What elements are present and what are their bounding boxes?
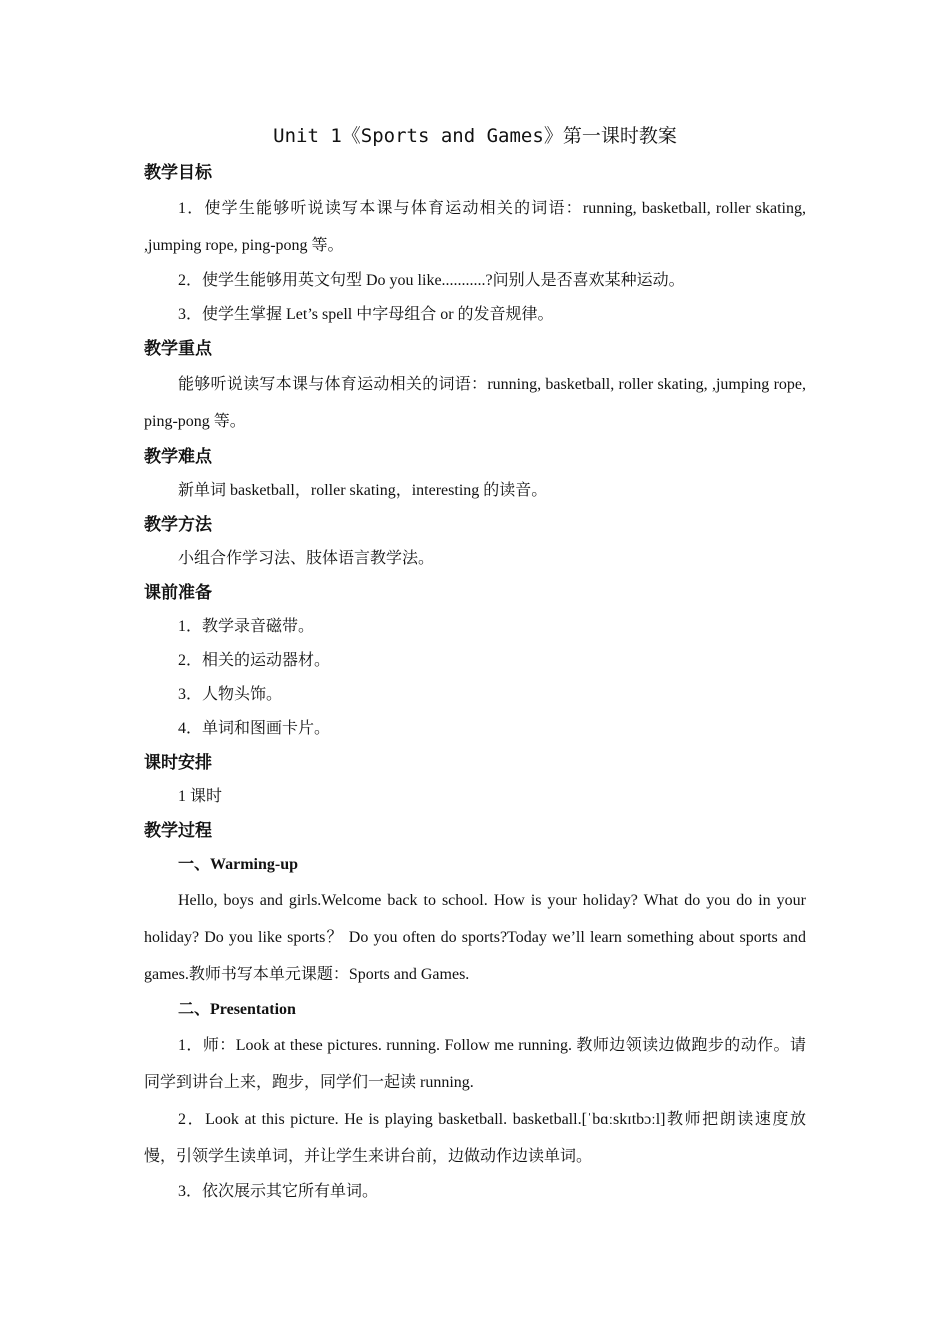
goal-item: 2．使学生能够用英文句型 Do you like...........?问别人是否喜欢某种运动。 (178, 272, 685, 289)
heading-difficulties: 教学难点 (144, 447, 212, 467)
key-points-text: 能够听说读写本课与体育运动相关的词语：running, basketball, roller skating, ,jumping rope, ping-pong 等。 (144, 376, 806, 430)
presentation-item: 1．师：Look at these pictures. running. Follow me running. 教师边领读边做跑步的动作。请同学到讲台上来，跑步，同学们一起读 running. (144, 1037, 806, 1091)
heading-schedule: 课时安排 (144, 753, 212, 773)
preparation-item: 1．教学录音磁带。 (178, 618, 315, 635)
presentation-item: 2．Look at this picture. He is playing basketball. basketball.[ˈbɑːskɪtbɔːl]教师把朗读速度放慢，引领学生读单词，并让学生来讲台前，边做动作边读单词。 (144, 1111, 806, 1165)
goal-item: 3．使学生掌握 Let’s spell 中字母组合 or 的发音规律。 (178, 306, 554, 323)
heading-process: 教学过程 (144, 821, 212, 841)
difficulties-text: 新单词 basketball，roller skating，interesting 的读音。 (178, 482, 548, 499)
warmup-text: Hello, boys and girls.Welcome back to school. How is your holiday? What do you do in your holiday? Do you like sports？ Do you often do sports?Today we’ll learn something about sports and games.教师书写本单元课题：Sports and Games. (144, 892, 806, 983)
methods-text: 小组合作学习法、肢体语言教学法。 (178, 550, 435, 567)
heading-key-points: 教学重点 (144, 339, 212, 359)
heading-goals: 教学目标 (144, 163, 212, 183)
warmup-title: 一、Warming-up (178, 856, 299, 873)
heading-methods: 教学方法 (144, 515, 212, 535)
preparation-item: 2．相关的运动器材。 (178, 652, 331, 669)
goal-item: 1．使学生能够听说读写本课与体育运动相关的词语：running, basketball, roller skating, ,jumping rope, ping-pong 等。 (144, 200, 806, 254)
preparation-item: 3．人物头饰。 (178, 686, 283, 703)
schedule-text: 1 课时 (178, 788, 223, 805)
presentation-title: 二、Presentation (178, 1001, 296, 1018)
heading-preparation: 课前准备 (144, 583, 212, 603)
presentation-item: 3．依次展示其它所有单词。 (178, 1183, 379, 1200)
preparation-item: 4．单词和图画卡片。 (178, 720, 331, 737)
document-body (144, 118, 806, 1209)
page-title: Unit 1《Sports and Games》第一课时教案 (273, 125, 677, 147)
